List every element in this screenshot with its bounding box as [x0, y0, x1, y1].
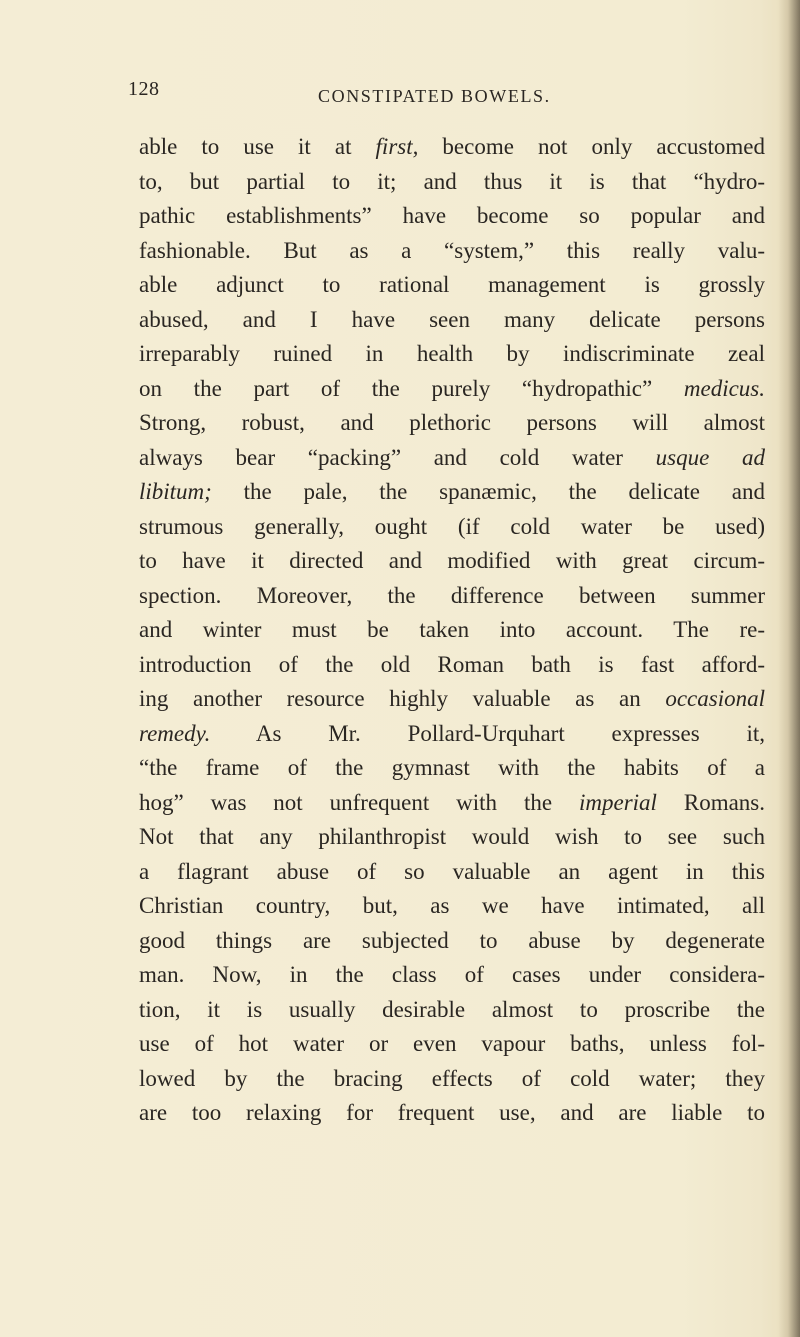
text-line: pathic establishments” have become so popular and: [139, 203, 765, 228]
italic-phrase: libitum;: [139, 479, 212, 504]
body-text: [139, 130, 765, 1131]
text-line: libitum; the pale, the spanæmic, the delicate and: [139, 479, 765, 504]
italic-phrase: first,: [375, 134, 419, 159]
text-line: “the frame of the gymnast with the habits of a: [139, 755, 765, 780]
page-edge-shadow: [778, 0, 800, 1337]
italic-phrase: remedy.: [139, 720, 211, 746]
text-line: irreparably ruined in health by indiscriminate zeal: [139, 341, 765, 366]
running-head: CONSTIPATED BOWELS.: [318, 86, 551, 106]
text-line: introduction of the old Roman bath is fast afford-: [139, 651, 765, 677]
text-line: Not that any philanthropist would wish to see such: [139, 824, 765, 849]
page-number: 128: [128, 78, 160, 100]
italic-phrase: usque ad: [655, 444, 765, 470]
text-line: use of hot water or even vapour baths, unless fol-: [139, 1031, 765, 1056]
italic-phrase: occasional: [665, 686, 765, 711]
text-line: ing another resource highly valuable as an occasional: [139, 686, 765, 711]
italic-phrase: imperial: [579, 789, 657, 815]
text-line: always bear “packing” and cold water usque ad: [139, 444, 765, 470]
text-line: man. Now, in the class of cases under considera-: [139, 962, 765, 987]
text-line: strumous generally, ought (if cold water be used): [139, 513, 765, 539]
text-line: fashionable. But as a “system,” this really valu-: [139, 237, 765, 263]
text-line: able adjunct to rational management is grossly: [139, 272, 765, 297]
text-line: hog” was not unfrequent with the imperial Romans.: [139, 789, 765, 815]
text-line: are too relaxing for frequent use, and are liable to: [139, 1100, 765, 1125]
text-line: able to use it at first, become not only accustomed: [139, 134, 765, 159]
text-line: remedy. As Mr. Pollard-Urquhart expresses it,: [139, 720, 765, 746]
text-line: spection. Moreover, the difference between summer: [139, 582, 765, 608]
italic-phrase: medicus.: [683, 375, 765, 401]
text-line: Christian country, but, as we have intimated, all: [139, 893, 765, 918]
text-line: and winter must be taken into account. The re-: [139, 617, 765, 642]
text-line: to have it directed and modified with great circum-: [139, 548, 765, 573]
text-line: good things are subjected to abuse by degenerate: [139, 927, 765, 953]
text-line: lowed by the bracing effects of cold water; they: [139, 1065, 765, 1091]
text-line: abused, and I have seen many delicate persons: [139, 306, 765, 332]
text-line: a flagrant abuse of so valuable an agent in this: [139, 858, 765, 884]
text-line: Strong, robust, and plethoric persons will almost: [139, 410, 765, 435]
text-line: to, but partial to it; and thus it is that “hydro-: [139, 168, 765, 194]
text-line: tion, it is usually desirable almost to proscribe the: [139, 996, 765, 1022]
text-line: on the part of the purely “hydropathic” medicus.: [139, 375, 765, 401]
